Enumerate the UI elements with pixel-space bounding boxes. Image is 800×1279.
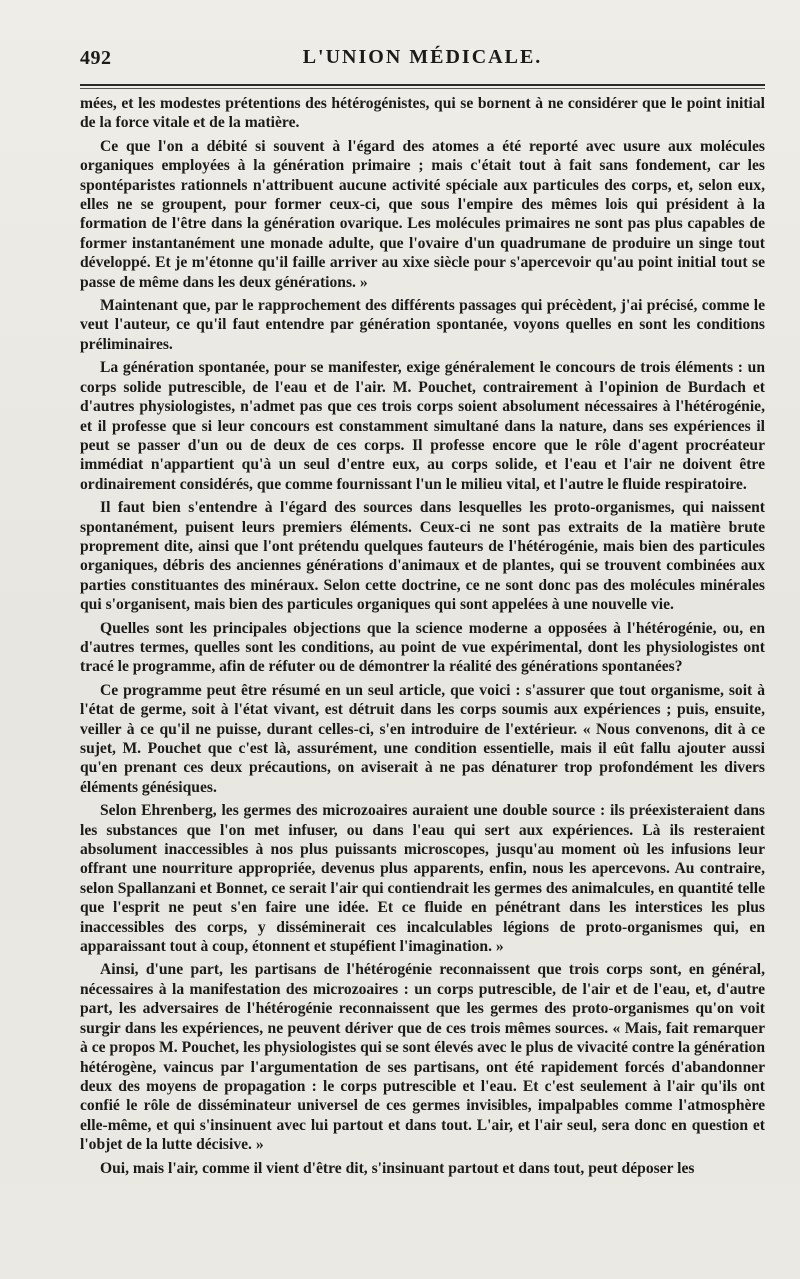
paragraph: Quelles sont les principales objections que la science moderne a opposées à l'hétérogénie, ou, en d'autres termes, quelles sont les conditions, au point de vue expérimental, dont les physiologistes ont tracé le programme, afin de réfuter ou de démontrer la réalité des générations spontanées? [80, 619, 765, 676]
paragraph: mées, et les modestes prétentions des hétérogénistes, qui se bornent à ne considérer que le point initial de la force vitale et de la matière. [80, 95, 765, 132]
paragraph: Selon Ehrenberg, les germes des microzoaires auraient une double source : ils préexisteraient dans les substances que l'on met infuser, ou dans l'eau qui sert aux expériences. Là ils resteraient absolument inaccessibles à nos plus puissants microscopes, jusqu'au moment où les infusions leur offrant une nourriture appropriée, devenus plus apparents, enfin, nous les apercevons. Au contraire, selon Spallanzani et Bonnet, ce serait l'air qui contiendrait les germes des animalcules, en quantité telle que l'esprit ne peut s'en faire une idée. Et ce fluide en pénétrant dans les interstices les plus inaccessibles des corps, y disséminerait ces incalculables légions de proto-organismes qui, en apparaissant tout à coup, étonnent et stupéfient l'imagination. » [80, 802, 765, 956]
paragraph: La génération spontanée, pour se manifester, exige généralement le concours de trois éléments : un corps solide putrescible, de l'eau et de l'air. M. Pouchet, contrairement à l'opinion de Burdach et d'autres physiologistes, n'admet pas que ces trois corps soient absolument nécessaires à l'hétérogénie, et il professe que si leur concours est constamment simultané dans la nature, dans ses expériences il peut se passer d'un ou de deux de ces corps. Il professe encore que le rôle d'agent procréateur immédiat n'appartient qu'à un seul d'entre eux, au corps solide, et l'eau et l'air ne doivent être ordinairement considérés, que comme fournissant l'un le milieu vital, et l'autre le fluide respiratoire. [80, 359, 765, 493]
paragraph: Oui, mais l'air, comme il vient d'être dit, s'insinuant partout et dans tout, peut déposer les [100, 1159, 695, 1177]
paragraph: Ainsi, d'une part, les partisans de l'hétérogénie reconnaissent que trois corps sont, en général, nécessaires à la manifestation des microzoaires : un corps putrescible, de l'air et de l'eau, et, d'autre part, les adversaires de l'hétérogénie reconnaissent que les germes des proto-organismes qu'on voit surgir dans les expériences, ne peuvent dériver que de ces trois mêmes sources. « Mais, fait remarquer à ce propos M. Pouchet, les physiologistes qui se sont élevés avec le plus de vivacité contre la génération hétérogène, vaincus par l'argumentation de ses partisans, ont été rapidement forcés d'abandonner deux des moyens de propagation : le corps putrescible et l'eau. Et c'est seulement à l'air qu'ils ont confié le rôle de disséminateur universel de ces germes invisibles, impalpables comme l'atmosphère elle-même, et qui s'insinuent avec lui partout et dans tout. L'air, et l'air seul, sera donc en question et l'objet de la lutte décisive. » [80, 961, 765, 1154]
paragraph: Ce programme peut être résumé en un seul article, que voici : s'assurer que tout organisme, soit à l'état de germe, soit à l'état vivant, est détruit dans les corps soumis aux expériences ; puis, ensuite, veiller à ce qu'il ne puisse, durant celles-ci, s'en introduire de l'extérieur. « Nous convenons, dit à ce sujet, M. Pouchet que c'est là, assurément, une condition essentielle, mais il eût fallu ajouter aussi qu'en prenant ces deux précautions, on aviserait à ne pas dénaturer trop profondément les divers éléments génésiques. [80, 681, 765, 796]
running-title: L'UNION MÉDICALE. [302, 46, 543, 68]
header-rule-thin [80, 88, 765, 89]
paragraph: Maintenant que, par le rapprochement des différents passages qui précèdent, j'ai précisé, comme le veut l'auteur, ce qu'il faut entendre par génération spontanée, voyons quelles en sont les conditions préliminaires. [80, 297, 765, 353]
header-rule [80, 84, 765, 86]
paragraph: Ce que l'on a débité si souvent à l'égard des atomes a été reporté avec usure aux molécules organiques employées à la génération primaire ; mais c'était tout à fait sans fondement, car les spontéparistes rationnels n'attribuent aucune activité spéciale aux particules des corps, et, selon eux, elles ne se groupent, pour former ceux-ci, que sous l'empire des mêmes lois qui président à la formation de l'être dans la génération ovarique. Les molécules primaires ne sont pas plus capables de former instantanément une monade adulte, que l'ovaire d'un quadrumane de produire un singe tout développé. Et je m'étonne qu'il faille arriver au xixe siècle pour s'apercevoir qu'au point initial tout se passe de même dans les deux générations. » [80, 137, 765, 291]
page-header [80, 40, 765, 76]
page-number: 492 [80, 47, 112, 69]
body-text [80, 94, 765, 1182]
paragraph: Il faut bien s'entendre à l'égard des sources dans lesquelles les proto-organismes, qui naissent spontanément, puisent leurs premiers éléments. Ceux-ci ne sont pas extraits de la matière brute proprement dite, ainsi que l'ont prétendu quelques fauteurs de l'hétérogénie, mais bien des particules organiques, débris des anciennes générations d'animaux et de plantes, qui se trouvent combinées aux parties constituantes des minéraux. Selon cette doctrine, ce ne sont donc pas des molécules minérales qui s'organisent, mais bien des particules organiques qui sont appelées à une nouvelle vie. [80, 499, 765, 614]
